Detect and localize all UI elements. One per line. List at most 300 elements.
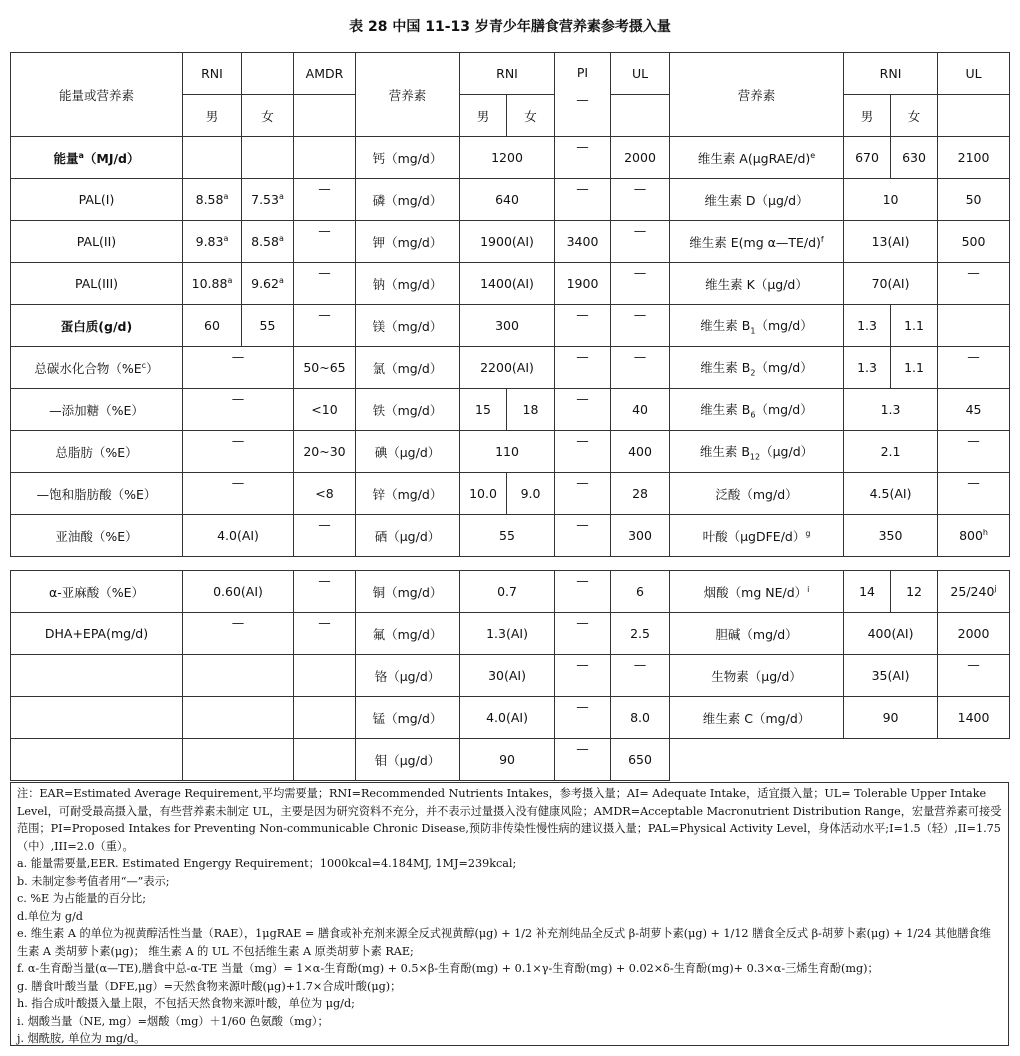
nutrient-table-main — [10, 52, 1010, 557]
nutrient-a-rni — [183, 473, 294, 515]
nutrient-b-rni — [460, 739, 555, 781]
nutrient-a-amdr-text: <8 — [315, 486, 334, 501]
nutrient-b-rni — [460, 697, 555, 739]
table-row — [11, 179, 1010, 221]
nutrient-c-name — [670, 613, 844, 655]
nutrient-b-name — [356, 613, 460, 655]
nutrient-a-name-text: 蛋白质(g/d) — [60, 318, 133, 334]
nutrient-c-female — [891, 305, 938, 347]
nutrient-a-amdr-text: — — [318, 615, 331, 630]
table-row — [11, 305, 1010, 347]
nutrient-b-male-text: 10.0 — [469, 486, 497, 501]
nutrient-b-ul — [611, 515, 670, 557]
nutrient-b-pi-text: — — [576, 181, 589, 196]
nutrient-a-name-text: DHA+EPA(mg/d) — [44, 626, 149, 641]
nutrient-a-name-text: 亚油酸（%E） — [55, 528, 138, 544]
nutrient-b-ul-text: 400 — [628, 444, 652, 459]
nutrient-c-name-text: 胆碱（mg/d） — [715, 626, 798, 642]
nutrient-table-continued — [10, 570, 1010, 781]
nutrient-c-name-span: （μg/d） — [760, 443, 814, 459]
nutrient-b-pi — [555, 697, 611, 739]
nutrient-b-name-text: 钠（mg/d） — [372, 276, 443, 292]
nutrient-a-female-text: 7.53 — [251, 192, 279, 208]
nutrient-b-name-text: 钼（μg/d） — [374, 752, 441, 768]
nutrient-b-rni-text: 55 — [499, 528, 515, 543]
table-row — [11, 655, 1010, 697]
nutrient-b-name-text: 氟（mg/d） — [372, 626, 443, 642]
nutrient-b-female-text: 9.0 — [520, 486, 541, 501]
nutrient-a-name-text: —饱和脂肪酸（%E） — [36, 486, 157, 502]
nutrient-b-pi-text: 1900 — [566, 276, 599, 291]
nutrient-b-pi-text: — — [576, 741, 589, 756]
nutrient-c-name-span: （mg/d） — [755, 401, 813, 417]
nutrient-c-female-text: 630 — [902, 150, 926, 165]
nutrient-a-female-text: 8.58 — [251, 234, 279, 250]
footnote-line: i. 烟酸当量（NE, mg）=烟酸（mg）＋1/60 色氨酸（mg）； — [17, 1014, 329, 1028]
nutrient-b-rni-text: 2200(AI) — [480, 360, 534, 375]
nutrient-a-female — [242, 137, 294, 179]
table-row — [11, 515, 1010, 557]
nutrient-a-female-sup: a — [278, 233, 284, 243]
nutrient-b-ul — [611, 431, 670, 473]
nutrient-a-male — [183, 137, 242, 179]
nutrient-c-ul-text: 2000 — [957, 626, 990, 641]
nutrient-b-rni-text: 1400(AI) — [480, 276, 534, 291]
nutrient-a-rni — [183, 697, 294, 739]
nutrient-c-rni — [844, 613, 938, 655]
nutrient-c-ul-text: 50 — [965, 192, 982, 207]
nutrient-a-rni — [183, 655, 294, 697]
nutrient-b-ul-text: 2000 — [624, 150, 656, 165]
table-row — [11, 571, 1010, 613]
nutrient-b-rni-text: 1.3(AI) — [486, 626, 528, 641]
nutrient-c-rni — [844, 431, 938, 473]
nutrient-b-name-text: 磷（mg/d） — [372, 192, 443, 208]
nutrient-b-rni — [460, 347, 555, 389]
nutrient-c-name-text: 烟酸（mg NE/d） — [703, 584, 808, 600]
footnote-line: b. 未制定参考值者用“—”表示; — [17, 874, 170, 888]
header-female-c: 女 — [891, 95, 938, 137]
nutrient-a-rni — [183, 515, 294, 557]
nutrient-c-ul-text: — — [967, 349, 980, 364]
header-ul-c: UL — [938, 53, 1010, 95]
nutrient-c-rni — [844, 389, 938, 431]
nutrient-a-name-sup: a — [78, 150, 84, 160]
nutrient-a-name — [11, 263, 183, 305]
nutrient-c-name-text: 维生素 E(mg α—TE/d) — [689, 234, 821, 250]
nutrient-b-rni-text: 300 — [495, 318, 519, 333]
nutrient-b-name — [356, 571, 460, 613]
header-ul-b: UL — [611, 53, 670, 95]
nutrient-b-ul-text: 2.5 — [630, 626, 650, 641]
nutrient-a-name-text: 总碳水化合物（%E — [34, 360, 142, 376]
nutrient-a-amdr-text: 20~30 — [303, 444, 346, 459]
nutrient-b-rni — [460, 305, 555, 347]
nutrient-a-name-text: 总脂肪（%E） — [55, 444, 138, 460]
nutrient-a-name-text: —添加糖（%E） — [49, 402, 144, 418]
nutrient-b-male-text: 15 — [475, 402, 491, 417]
nutrient-c-name — [670, 305, 844, 347]
table-row — [11, 347, 1010, 389]
footnote-line: c. %E 为占能量的百分比; — [17, 892, 147, 905]
nutrient-b-rni — [460, 263, 555, 305]
nutrient-a-rni-text: — — [231, 615, 245, 630]
nutrient-b-rni — [460, 571, 555, 613]
nutrient-a-amdr — [294, 571, 356, 613]
nutrient-c-rni — [844, 221, 938, 263]
nutrient-b-pi-text: — — [576, 475, 589, 490]
nutrient-b-rni-text: 1900(AI) — [480, 234, 534, 249]
nutrient-b-pi-text: — — [576, 573, 589, 588]
nutrient-a-name — [11, 389, 183, 431]
nutrient-b-rni-text: 640 — [495, 192, 519, 207]
nutrient-c-name — [670, 655, 844, 697]
nutrient-b-pi-text: — — [576, 349, 589, 364]
nutrient-c-ul — [938, 571, 1010, 613]
nutrient-b-female — [507, 473, 555, 515]
nutrient-c-ul — [938, 347, 1010, 389]
nutrient-a-female — [242, 221, 294, 263]
footnote-line: 注：EAR=Estimated Average Requirement,平均需要量；RNI=Recommended Nutrients Intakes，参考摄入量；AI= Adequate Intake，适宜摄入量；UL= Tolerable Upper Intake Level，可耐受最高摄入量，有些营养素未制定 UL，主要是因为研究资料不充分，并不表示过量摄入没有健康风险；AMDR=Acceptable Macronutrient Distribution Range，宏量营养素可接受范围；PI=Proposed Intakes for Preventing Non-communicable Chronic Disease,预防非传染性慢性病的建议摄入量；PAL=Physical Activity Level，身体活动水平;I=1.5（轻）,II=1.75（中）,III=2.0（重）。 — [17, 787, 1002, 853]
nutrient-a-male — [183, 305, 242, 347]
nutrient-a-female-sup: a — [278, 275, 284, 285]
nutrient-c-ul — [938, 179, 1010, 221]
nutrient-c-male-text: 670 — [855, 150, 879, 165]
nutrient-a-amdr-text: — — [318, 265, 331, 280]
nutrient-c-ul — [938, 305, 1010, 347]
nutrient-a-name — [11, 655, 183, 697]
nutrient-a-amdr — [294, 473, 356, 515]
nutrient-b-name-text: 锰（mg/d） — [372, 710, 443, 726]
nutrient-c-female — [891, 137, 938, 179]
nutrient-a-name — [11, 571, 183, 613]
nutrient-c-name — [670, 431, 844, 473]
nutrient-a-name — [11, 221, 183, 263]
nutrient-a-amdr — [294, 515, 356, 557]
nutrient-c-name-text: 维生素 A(μgRAE/d) — [697, 150, 811, 166]
nutrient-b-ul — [611, 389, 670, 431]
nutrient-b-pi — [555, 179, 611, 221]
nutrient-b-ul-text: 300 — [628, 528, 652, 543]
nutrient-b-pi — [555, 739, 611, 781]
nutrient-c-ul-text: 800 — [959, 528, 983, 544]
nutrient-a-female-text: 9.62 — [251, 276, 279, 292]
nutrient-a-name-text: α-亚麻酸（%E） — [48, 584, 145, 600]
nutrient-c-name — [670, 571, 844, 613]
header-female-b: 女 — [507, 95, 555, 137]
nutrient-a-female — [242, 179, 294, 221]
nutrient-c-male-text: 1.3 — [857, 318, 877, 333]
footnote-line: h. 指合成叶酸摄入量上限，不包括天然食物来源叶酸，单位为 μg/d; — [17, 997, 355, 1010]
nutrient-a-male-sup: a — [223, 191, 229, 201]
table-row — [11, 473, 1010, 515]
table-row — [11, 137, 1010, 179]
nutrient-b-pi-text: — — [576, 433, 589, 448]
table-row — [11, 221, 1010, 263]
header-pi: PI — — [555, 53, 611, 137]
nutrient-c-ul-sup: h — [982, 527, 988, 537]
nutrient-c-rni — [844, 697, 938, 739]
header-nutrient-energy: 能量或营养素 — [11, 53, 183, 137]
nutrient-b-female-text: 18 — [522, 402, 539, 417]
nutrient-c-male — [844, 305, 891, 347]
nutrient-b-pi — [555, 305, 611, 347]
nutrient-c-name-sup: g — [805, 528, 811, 538]
nutrient-a-male — [183, 179, 242, 221]
nutrient-b-name-text: 氯（mg/d） — [372, 360, 443, 376]
footnote-line: f. α-生育酚当量(α—TE),膳食中总-α-TE 当量（mg）= 1×α-生育酚(mg) + 0.5×β-生育酚(mg) + 0.1×γ-生育酚(mg) + 0.02×δ-生育酚(mg)+ 0.3×α-三烯生育酚(mg)； — [17, 962, 879, 975]
nutrient-b-name — [356, 263, 460, 305]
nutrient-c-name — [670, 697, 844, 739]
nutrient-b-ul — [611, 473, 670, 515]
nutrient-a-male-sup: a — [227, 275, 233, 285]
nutrient-b-pi — [555, 655, 611, 697]
nutrient-a-rni — [183, 347, 294, 389]
nutrient-c-ul-text: 45 — [965, 402, 982, 417]
nutrient-b-rni-text: 1200 — [491, 150, 523, 165]
nutrient-c-ul-text: 500 — [961, 234, 986, 249]
nutrient-a-rni-text: — — [231, 433, 245, 448]
nutrient-c-name-text: 叶酸（μgDFE/d） — [702, 528, 806, 544]
nutrient-c-male-text: 14 — [859, 584, 875, 599]
nutrient-a-amdr — [294, 613, 356, 655]
nutrient-c-ul — [938, 613, 1010, 655]
nutrient-c-name-sup: e — [810, 150, 816, 160]
nutrient-a-female — [242, 263, 294, 305]
nutrient-a-male-sup: a — [223, 233, 229, 243]
nutrient-b-name-text: 钾（mg/d） — [372, 234, 443, 250]
nutrient-b-ul-text: — — [633, 657, 647, 672]
nutrient-c-rni-text: 2.1 — [880, 444, 901, 459]
nutrient-b-name — [356, 739, 460, 781]
empty-cell — [670, 739, 1010, 781]
nutrient-b-rni-text: 0.7 — [497, 584, 517, 599]
nutrient-b-pi-text: — — [576, 699, 589, 714]
nutrient-a-name — [11, 305, 183, 347]
nutrient-b-name-text: 硒（μg/d） — [374, 528, 441, 544]
footnotes — [10, 782, 1009, 1046]
nutrient-a-amdr-text: 50~65 — [303, 360, 346, 375]
nutrient-a-male-text: 9.83 — [195, 234, 224, 250]
nutrient-b-pi — [555, 221, 611, 263]
nutrient-a-name — [11, 179, 183, 221]
table-row — [11, 613, 1010, 655]
nutrient-a-female — [242, 305, 294, 347]
nutrient-b-name-text: 碘（μg/d） — [374, 444, 441, 460]
footnote-line: d.单位为 g/d — [17, 909, 83, 923]
nutrient-a-rni-text: — — [231, 475, 245, 490]
nutrient-c-rni-text: 10 — [882, 192, 899, 207]
nutrient-a-female-text: 55 — [259, 318, 276, 333]
nutrient-b-pi — [555, 473, 611, 515]
nutrient-a-amdr-text: — — [318, 573, 331, 588]
nutrient-b-pi-text: — — [576, 657, 589, 672]
nutrient-a-name — [11, 613, 183, 655]
nutrient-b-pi — [555, 571, 611, 613]
nutrient-a-amdr-text: <10 — [311, 402, 338, 417]
nutrient-b-pi — [555, 431, 611, 473]
nutrient-c-name-text: 生物素（μg/d） — [711, 668, 802, 684]
nutrient-b-name-text: 镁（mg/d） — [372, 318, 443, 334]
nutrient-a-rni — [183, 739, 294, 781]
nutrient-c-ul-sup: j — [994, 583, 997, 593]
nutrient-b-name — [356, 655, 460, 697]
nutrient-c-rni-text: 400(AI) — [867, 626, 914, 641]
nutrient-a-name-span: （MJ/d） — [83, 150, 140, 166]
nutrient-b-pi-text: — — [576, 391, 589, 406]
nutrient-c-name-text: 维生素 D（μg/d） — [704, 192, 809, 208]
nutrient-b-ul-text: — — [633, 349, 647, 364]
nutrient-b-pi-text: — — [576, 307, 589, 322]
nutrient-c-ul-text: 2100 — [957, 150, 990, 165]
header-nutrient-c: 营养素 — [670, 53, 844, 137]
nutrient-c-name — [670, 389, 844, 431]
nutrient-b-name — [356, 473, 460, 515]
nutrient-b-rni — [460, 431, 555, 473]
nutrient-c-name — [670, 473, 844, 515]
nutrient-b-ul-text: — — [633, 307, 647, 322]
nutrient-b-male — [460, 473, 507, 515]
nutrient-b-rni-text: 4.0(AI) — [486, 710, 528, 725]
nutrient-b-ul — [611, 697, 670, 739]
nutrient-b-rni — [460, 655, 555, 697]
nutrient-a-amdr — [294, 305, 356, 347]
header-rni-c: RNI — [844, 53, 938, 95]
table-row — [11, 739, 1010, 781]
nutrient-c-ul — [938, 473, 1010, 515]
nutrient-c-ul — [938, 263, 1010, 305]
nutrient-c-male — [844, 347, 891, 389]
nutrient-b-ul — [611, 347, 670, 389]
nutrient-a-name-span: ） — [146, 360, 159, 376]
nutrient-b-pi-text: — — [576, 615, 589, 630]
nutrient-b-rni — [460, 221, 555, 263]
nutrient-c-name-text: 泛酸（mg/d） — [715, 486, 798, 502]
nutrient-b-ul — [611, 571, 670, 613]
nutrient-a-rni-text: 4.0(AI) — [217, 528, 259, 543]
nutrient-b-pi-text: — — [576, 139, 589, 154]
nutrient-b-ul — [611, 221, 670, 263]
nutrient-a-amdr-text: — — [318, 223, 331, 238]
header-female-a: 女 — [242, 95, 294, 137]
nutrient-b-name — [356, 431, 460, 473]
nutrient-c-female — [891, 571, 938, 613]
nutrient-b-ul-text: 28 — [632, 486, 648, 501]
nutrient-a-name — [11, 137, 183, 179]
nutrient-c-name-text: 维生素 B — [700, 317, 751, 333]
nutrient-c-ul — [938, 515, 1010, 557]
nutrient-b-name — [356, 221, 460, 263]
table-row — [11, 263, 1010, 305]
nutrient-b-name — [356, 389, 460, 431]
nutrient-a-amdr — [294, 431, 356, 473]
nutrient-c-male — [844, 137, 891, 179]
footnote-line: e. 维生素 A 的单位为视黄醇活性当量（RAE），1μgRAE = 膳食或补充剂来源全反式视黄醇(μg) + 1/2 补充剂纯品全反式 β-胡萝卜素(μg) + 1/12 膳食全反式 β-胡萝卜素(μg) + 1/24 其他膳食维生素 A 类胡萝卜素(μg)； 维生素 A 的 UL 不包括维生素 A 原类胡萝卜素 RAE; — [17, 927, 991, 958]
nutrient-c-name — [670, 347, 844, 389]
nutrient-b-pi — [555, 613, 611, 655]
nutrient-c-name-text: 维生素 B — [699, 443, 750, 459]
nutrient-b-rni — [460, 137, 555, 179]
nutrient-c-ul — [938, 431, 1010, 473]
nutrient-c-name — [670, 137, 844, 179]
nutrient-a-rni-text: 0.60(AI) — [213, 584, 263, 599]
nutrient-b-pi — [555, 263, 611, 305]
nutrient-a-rni — [183, 431, 294, 473]
nutrient-a-amdr-text: — — [318, 181, 331, 196]
nutrient-c-name-sub: 12 — [749, 452, 761, 462]
nutrient-b-pi-text: — — [576, 517, 589, 532]
nutrient-b-name — [356, 515, 460, 557]
nutrient-b-pi — [555, 137, 611, 179]
nutrient-c-rni-text: 35(AI) — [871, 668, 910, 683]
nutrient-b-name-text: 铜（mg/d） — [372, 584, 443, 600]
nutrient-a-rni — [183, 571, 294, 613]
nutrient-b-name-text: 铁（mg/d） — [372, 402, 443, 418]
nutrient-b-rni-text: 30(AI) — [488, 668, 526, 683]
header-rni-b: RNI — [460, 53, 555, 95]
nutrient-c-male — [844, 571, 891, 613]
nutrient-b-ul — [611, 305, 670, 347]
nutrient-b-rni-text: 110 — [495, 444, 519, 459]
nutrient-c-ul-text: — — [967, 433, 980, 448]
nutrient-b-name-text: 铬（μg/d） — [374, 668, 441, 684]
nutrient-c-rni — [844, 655, 938, 697]
nutrient-a-name — [11, 431, 183, 473]
nutrient-a-amdr — [294, 263, 356, 305]
nutrient-a-name-text: 能量 — [53, 150, 79, 166]
nutrient-b-rni-text: 90 — [499, 752, 515, 767]
nutrient-b-ul-text: — — [633, 223, 647, 238]
nutrient-a-amdr — [294, 697, 356, 739]
nutrient-b-rni — [460, 613, 555, 655]
nutrient-b-name — [356, 305, 460, 347]
nutrient-b-pi — [555, 515, 611, 557]
nutrient-a-male — [183, 221, 242, 263]
nutrient-c-name-text: 维生素 B — [700, 401, 751, 417]
nutrient-c-name — [670, 179, 844, 221]
nutrient-c-ul — [938, 389, 1010, 431]
nutrient-c-name-sub: 2 — [750, 368, 756, 378]
nutrient-c-ul-text: — — [967, 657, 980, 672]
nutrient-c-rni — [844, 179, 938, 221]
nutrient-c-name-sub: 6 — [750, 410, 756, 420]
nutrient-a-rni — [183, 613, 294, 655]
nutrient-b-name — [356, 347, 460, 389]
nutrient-b-ul — [611, 613, 670, 655]
nutrient-c-name — [670, 263, 844, 305]
nutrient-b-ul-text: 40 — [632, 402, 648, 417]
nutrient-c-rni-text: 1.3 — [880, 402, 901, 417]
nutrient-a-name — [11, 347, 183, 389]
nutrient-a-amdr — [294, 137, 356, 179]
nutrient-c-rni — [844, 263, 938, 305]
header-male-b: 男 — [460, 95, 507, 137]
nutrient-c-female-text: 1.1 — [904, 360, 924, 375]
table-title: 表 28 中国 11-13 岁青少年膳食营养素参考摄入量 — [349, 19, 671, 35]
nutrient-b-ul — [611, 263, 670, 305]
nutrient-a-amdr — [294, 389, 356, 431]
nutrient-c-ul — [938, 655, 1010, 697]
nutrient-c-ul-text: — — [967, 475, 980, 490]
nutrient-b-name — [356, 697, 460, 739]
header-nutrient-b: 营养素 — [356, 53, 460, 137]
nutrient-a-name-text: PAL(II) — [76, 234, 117, 249]
nutrient-b-name-text: 钙（mg/d） — [372, 150, 443, 166]
nutrient-b-ul — [611, 179, 670, 221]
header-male-a: 男 — [183, 95, 242, 137]
nutrient-c-ul — [938, 137, 1010, 179]
nutrient-c-name-sub: 1 — [750, 326, 756, 336]
